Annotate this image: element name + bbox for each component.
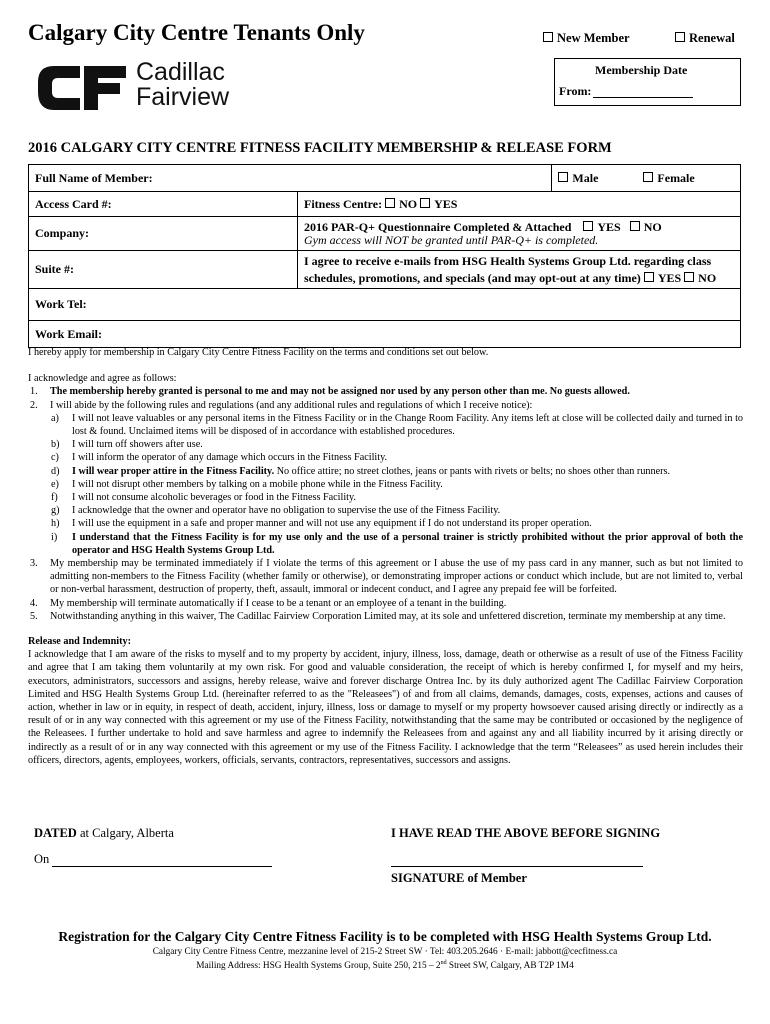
term-text: I will abide by the following rules and regulations (and any additional rules and regulations of which I receive notice): [50,399,533,411]
consent-no-label: NO [698,270,717,285]
term-item-1 [28,385,743,398]
read-acknowledgement: I HAVE READ THE ABOVE BEFORE SIGNING [391,826,661,840]
registration-note: Registration for the Calgary City Centre Fitness Facility is to be completed with HSG Health Systems Group Ltd. [58,929,712,944]
facility-address: Calgary City Centre Fitness Centre, mezzanine level of 215-2 Street SW · Tel: 403.205.2646 · E-mail: jabbott@cecfitness.ca [152,947,618,957]
rule-bold-text: I will wear proper attire in the Fitness Facility. [72,465,275,477]
new-member-checkbox[interactable] [543,32,553,42]
logo-line-2: Fairview [136,83,230,111]
rule-item [28,504,743,517]
fitness-centre-label: Fitness Centre: [304,196,383,211]
from-date-field[interactable] [593,97,693,98]
term-number: 5. [30,610,38,622]
parq-no-label: NO [643,219,662,234]
rule-item [28,412,743,438]
term-item-4 [28,597,743,610]
access-card-label: Access Card #: [35,196,112,211]
email-consent-text: I agree to receive e-mails from HSG Health Systems Group Ltd. regarding class schedules, promotions, and specials (and may opt-out at any time) [304,253,712,285]
mailing-address-b: Street SW, Calgary, AB T2P 1M4 [446,961,574,972]
company-label: Company: [35,226,90,240]
membership-date-label: Membership Date [595,63,688,77]
rule-letter: g) [51,505,60,517]
rule-text: I will not consume alcoholic beverages or food in the Fitness Facility. [72,492,356,504]
suite-field[interactable] [29,251,298,289]
rule-item [28,451,743,464]
female-checkbox[interactable] [643,172,653,182]
page-title: Calgary City Centre Tenants Only [28,20,365,45]
dated-line [34,826,174,841]
rule-letter: c) [51,452,59,464]
work-tel-field[interactable] [29,289,741,321]
dated-label: DATED [34,826,77,840]
suite-label: Suite #: [35,262,74,276]
rules-list [28,412,743,557]
company-field[interactable] [29,217,298,251]
parq-yes-label: YES [597,219,621,234]
work-tel-label: Work Tel: [35,297,87,311]
full-name-label: Full Name of Member: [35,170,153,185]
fitness-no-checkbox[interactable] [385,198,395,208]
rule-letter: f) [51,492,58,504]
signature-field[interactable] [391,854,643,867]
new-member-label: New Member [557,31,630,45]
work-email-field[interactable] [29,321,741,348]
rule-text: I will not leave valuables or any personal items in the Fitness Facility or in the Change Room Facility. Any items left at close will be collected daily and turned in to lost & found. Unclaimed items will be disposed of in accordance with established procedures. [72,412,743,438]
logo-wordmark [136,60,229,110]
term-number: 1. [30,386,38,398]
date-signed-field[interactable] [52,854,272,867]
cf-logo-mark [36,62,128,112]
term-text: My membership may be terminated immediately if I violate the terms of this agreement or I abuse the use of my pass card in any manner, such as but not limited to admitting non-members to the Fitness Facility (whether family or otherwise), or demonstrating improper actions or conduct which include, but are not limited to, verbal or non-verbal harassment, destruction of property, theft, assault, immoral or indecent conduct, and I agree any prepaid fee will be forfeited. [50,558,743,596]
consent-no-checkbox[interactable] [684,272,694,282]
mailing-address [0,960,770,971]
parq-row [298,217,741,251]
rule-letter: a) [51,412,59,424]
release-text: I acknowledge that I am aware of the risks to myself and to my property by accident, injury, illness, loss, damage, death or otherwise as a result of use of the Fitness Facility and agree that I am taking them voluntarily at my own risk. For good and valuable consideration, the receipt of which is hereby confirmed I, for myself and my heirs, executors, administrators, successors and assigns, hereby release, waive and forever discharge Ontrea Inc. by its duly authorized agent The Cadillac Fairview Corporation Limited and HSG Health Systems Group Ltd. (hereinafter referred to as the "Releasees") of and from all claims, demands, damages, costs, expenses, actions and causes of action, whether in law or in equity, in respect of death, accident, injury, illness, loss or damage to myself or my property howsoever caused arising directly or indirectly as a result of or in any way connected with this agreement or my use of the Fitness Facility, notwithstanding that the same may be contributed or occasioned by the negligence of the Releasees. I further undertake to hold and save harmless and agree to indemnify the Releasees from and against any and all liability incurred by it arising directly or indirectly as a result of or in any way connected with this agreement or my use of the Fitness Facility. I acknowledge that the term “Releasees” as used herein includes their officers, directors, agents, employees, workers, officials, servants, contractors, representatives, successors and assigns. [28,649,743,766]
new-member-option[interactable] [543,31,630,46]
rule-letter: b) [51,439,60,451]
terms-body [28,346,743,767]
term-text: The membership hereby granted is personal to me and may not be assigned nor used by any person other than me. No guests allowed. [50,386,630,398]
female-label: Female [657,170,695,185]
rule-letter: d) [51,465,60,477]
female-option[interactable] [637,165,740,192]
from-label: From: [559,84,592,98]
fitness-centre-row [298,192,741,217]
signature-label: SIGNATURE of Member [391,871,527,885]
rule-text: I will inform the operator of any damage which occurs in the Fitness Facility. [72,452,388,464]
rule-item [28,491,743,504]
rule-letter: e) [51,478,59,490]
rule-item [28,531,743,557]
member-info-table [28,164,741,348]
term-text: My membership will terminate automatically if I cease to be a tenant or an employee of a tenant in the building. [50,597,507,609]
term-text: Notwithstanding anything in this waiver, The Cadillac Fairview Corporation Limited may, at its sole and unfettered discretion, terminate my membership at any time. [50,610,726,622]
rule-letter: h) [51,518,60,530]
email-consent-row [298,251,741,289]
term-item-3 [28,557,743,597]
cadillac-fairview-logo [36,60,246,112]
consent-yes-checkbox[interactable] [644,272,654,282]
male-option[interactable] [552,165,638,192]
full-name-field[interactable] [29,165,552,192]
rule-text: I will not disrupt other members by talking on a mobile phone while in the Fitness Facility. [72,478,443,490]
male-label: Male [572,170,599,185]
fitness-yes-label: YES [434,196,458,211]
rule-bold-text: I understand that the Fitness Facility is for my use only and the use of a personal trainer is strictly prohibited without the prior approval of both the operator and HSG Health Systems Group Ltd. [72,531,743,556]
renewal-label: Renewal [689,31,735,45]
membership-date-box [554,58,741,106]
fitness-no-label: NO [399,196,418,211]
term-item-5 [28,610,743,623]
renewal-option[interactable] [675,31,735,46]
male-checkbox[interactable] [558,172,568,182]
on-label: On [34,852,50,866]
dated-place: at Calgary, Alberta [76,826,174,840]
term-item-2 [28,399,743,412]
terms-ack: I acknowledge and agree as follows: [28,373,177,385]
terms-intro: I hereby apply for membership in Calgary City Centre Fitness Facility on the terms and conditions set out below. [28,347,489,358]
rule-text: I acknowledge that the owner and operator have no obligation to supervise the use of the Fitness Facility. [72,505,501,517]
rule-item [28,517,743,530]
mailing-address-a: Mailing Address: HSG Health Systems Group, Suite 250, 215 – 2 [196,961,441,972]
parq-no-checkbox[interactable] [630,221,640,231]
rule-item [28,438,743,451]
rule-item [28,478,743,491]
rule-text: I will turn off showers after use. [72,439,203,451]
access-card-field[interactable] [29,192,298,217]
parq-yes-checkbox[interactable] [583,221,593,231]
rule-letter: i) [51,531,58,543]
form-title: 2016 CALGARY CITY CENTRE FITNESS FACILITY MEMBERSHIP & RELEASE FORM [28,140,612,156]
consent-yes-label: YES [657,270,682,285]
fitness-yes-checkbox[interactable] [420,198,430,208]
renewal-checkbox[interactable] [675,32,685,42]
rule-item [28,465,743,478]
parq-label: 2016 PAR-Q+ Questionnaire Completed & Attached [304,219,572,234]
term-number: 2. [30,399,38,411]
work-email-label: Work Email: [35,326,103,341]
parq-note: Gym access will NOT be granted until PAR-Q+ is completed. [304,232,599,247]
term-number: 3. [30,558,38,570]
rule-text: I will use the equipment in a safe and proper manner and will not use any equipment if I do not understand its proper operation. [72,518,592,530]
rule-text: No office attire; no street clothes, jeans or pants with rivets or belts; no shoes other than runners. [274,465,671,477]
mailing-address-sup: nd [440,960,447,966]
term-number: 4. [30,597,38,609]
release-heading: Release and Indemnity: [28,636,132,648]
logo-line-1: Cadillac [136,58,225,86]
